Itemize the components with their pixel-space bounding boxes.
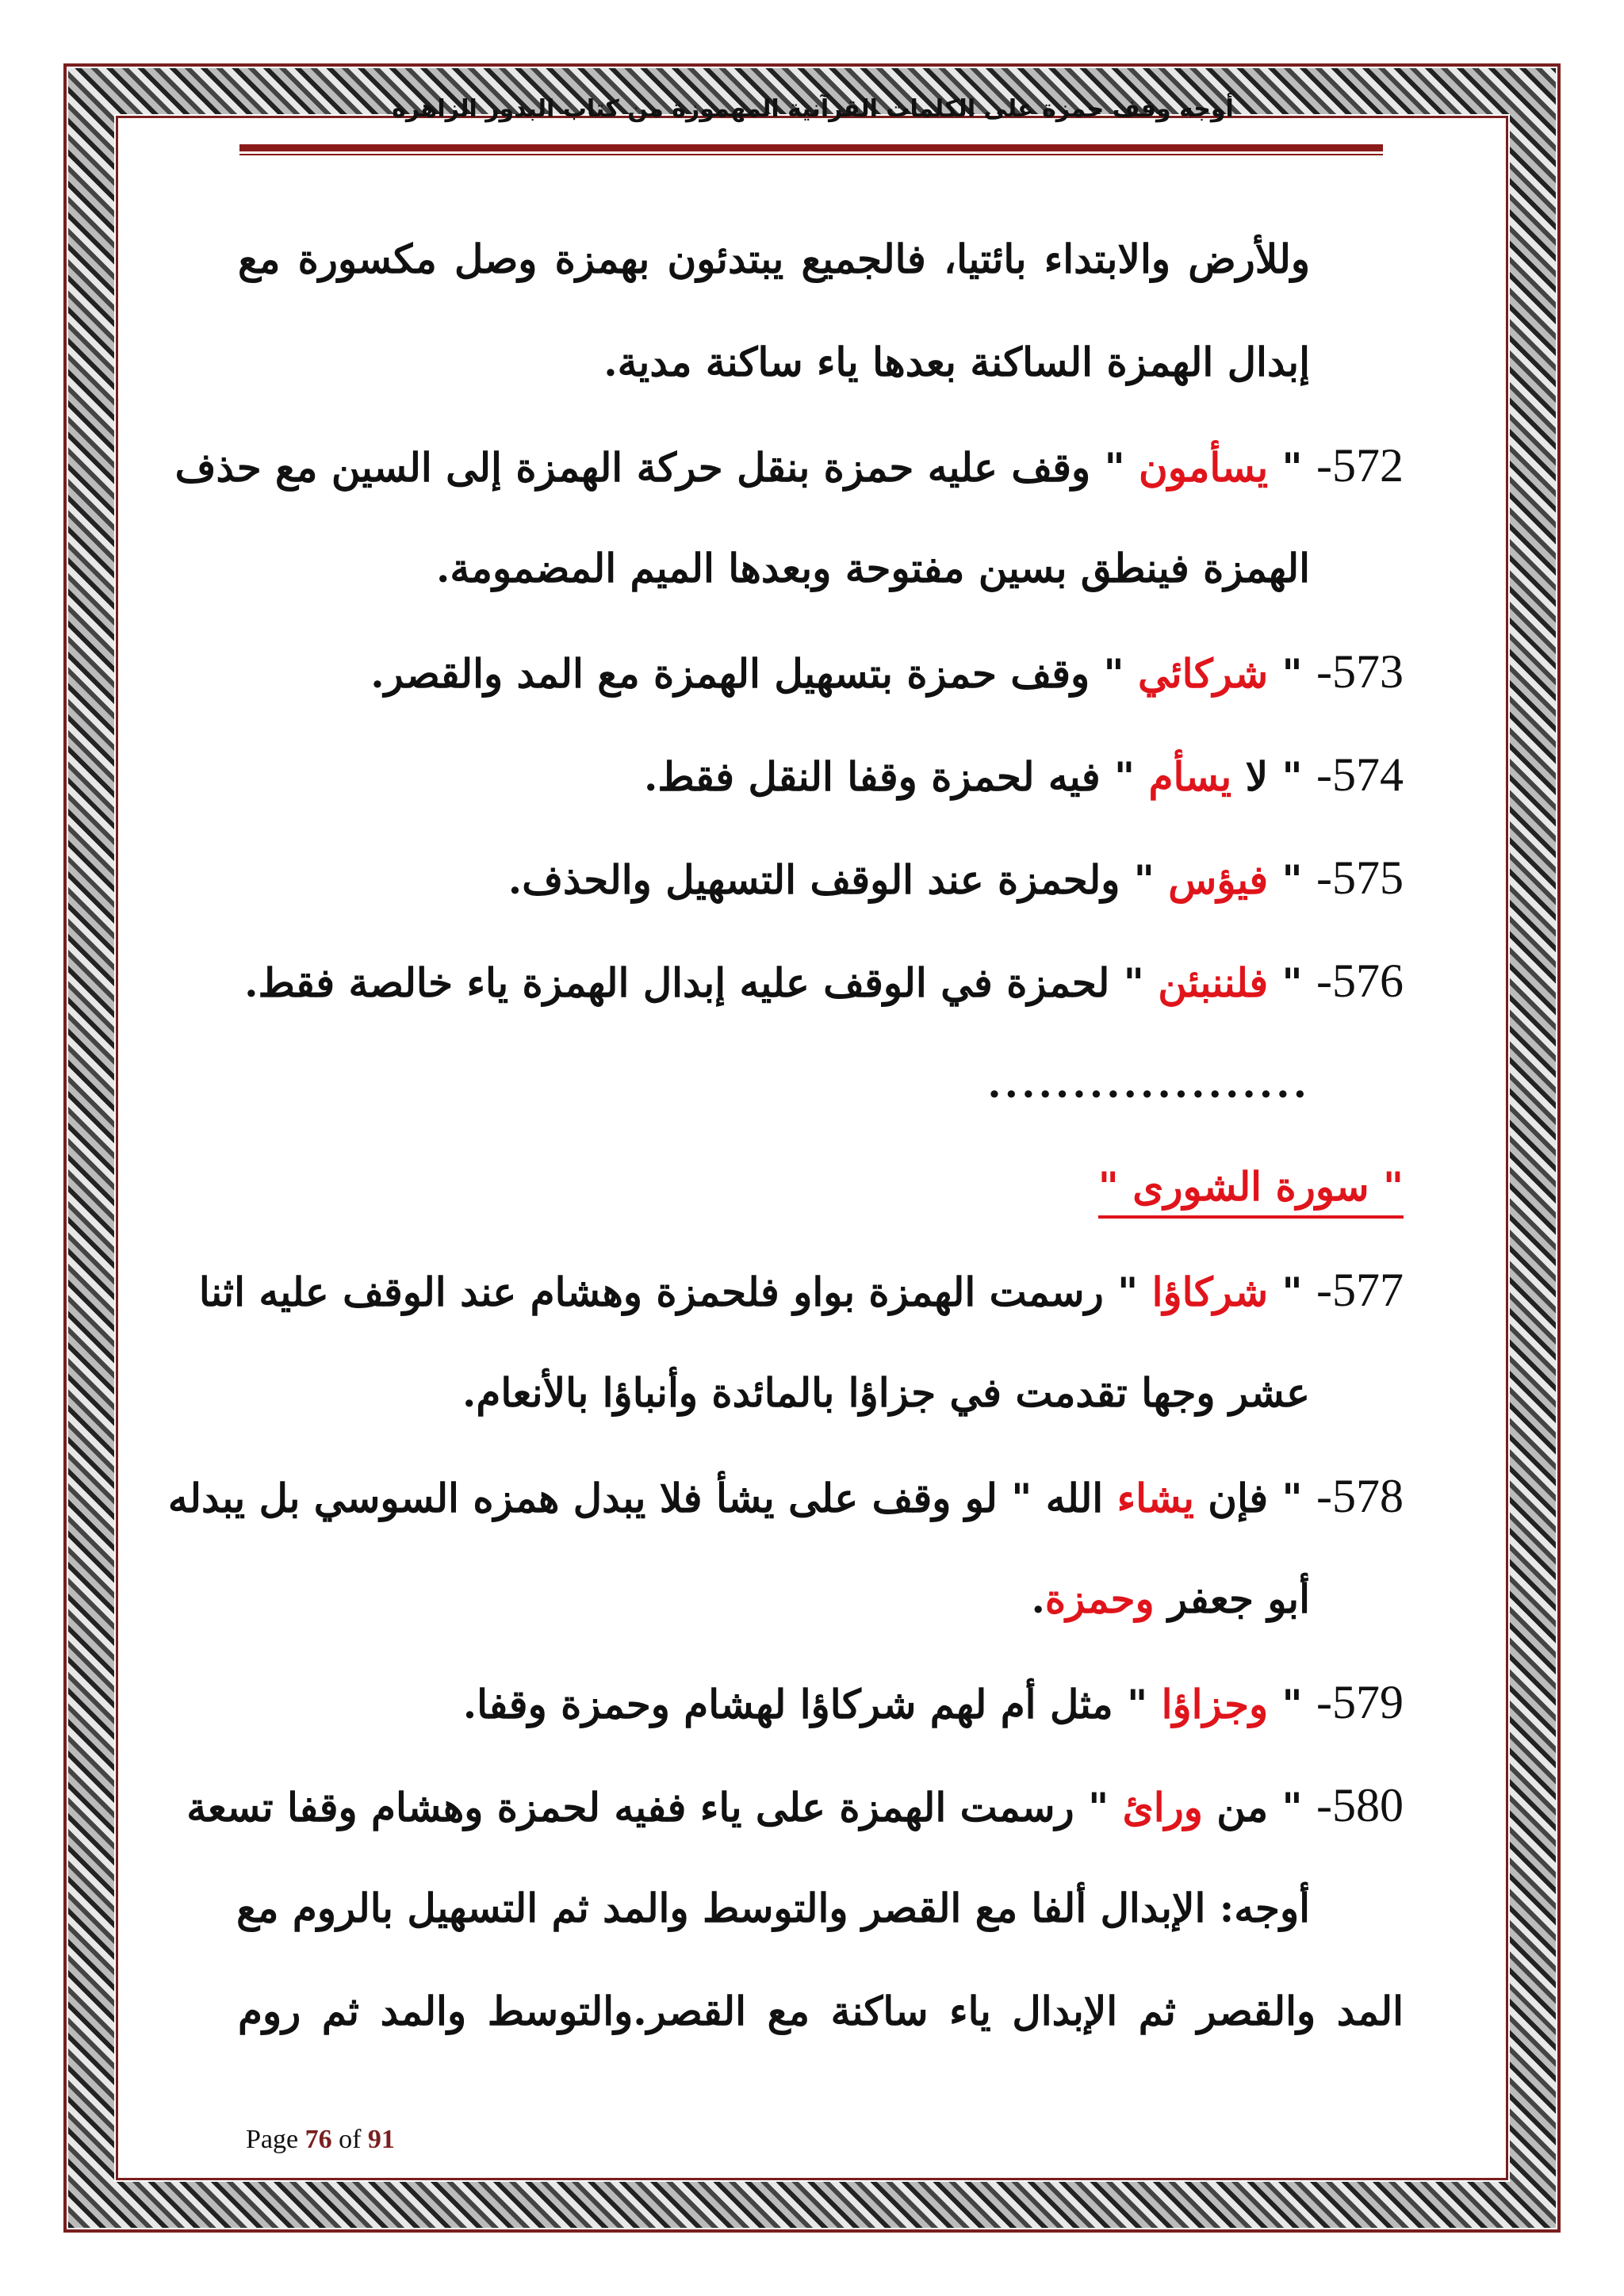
quote-open: " (1268, 1681, 1317, 1728)
highlighted-word: يسأمون (1139, 444, 1269, 491)
entry-continuation: عشر وجها تقدمت في جزاؤا بالمائدة وأنباؤا بالأنعام. (462, 1369, 1310, 1416)
entry-text: " لحمزة في الوقف عليه إبدال الهمزة ياء خالصة فقط. (244, 959, 1159, 1006)
entry-580 (186, 1754, 1404, 1857)
text-line: وللأرض والابتداء بائتيا، فالجميع يبتدئون بهمزة وصل مكسورة مع (238, 235, 1310, 282)
highlighted-word: وحمزة (1044, 1575, 1155, 1622)
quote-open: " فإن (1193, 1475, 1317, 1521)
entry-575 (238, 826, 1404, 929)
entry-number: 578- (1316, 1470, 1404, 1522)
quote-open: " لا (1231, 753, 1317, 800)
entry-text: " رسمت الهمزة بواو فلحمزة وهشام عند الوقف عليه اثنا (198, 1269, 1152, 1315)
text-line: إبدال الهمزة الساكنة بعدها ياء ساكنة مدية. (603, 339, 1310, 385)
quote-open: " (1268, 959, 1317, 1006)
page-footer (246, 2125, 395, 2155)
entry-text: الله " لو وقف على يشأ فلا يبدل همزه السوسي بل يبدله (167, 1475, 1117, 1521)
entry-number: 577- (1316, 1264, 1404, 1316)
entry-number: 576- (1316, 955, 1404, 1007)
entry-574 (238, 723, 1404, 826)
surah-heading: " سورة الشورى " (1098, 1163, 1404, 1219)
page-number: 76 (304, 2125, 332, 2154)
entry-text: أبو جعفر (1154, 1575, 1310, 1622)
quote-open: " (1268, 444, 1317, 491)
entry-577 (198, 1238, 1404, 1341)
entry-579 (238, 1651, 1404, 1754)
entry-continuation: أوجه: الإبدال ألفا مع القصر والتوسط والمد ثم التسهيل بالروم مع (236, 1885, 1310, 1931)
entry-number: 580- (1316, 1779, 1404, 1831)
page-header-title: أوجه وقف حمزة على الكلمات القرآنية المهموزة من كتاب البدور الزاهرة (392, 95, 1234, 123)
quote-open: " (1268, 1269, 1317, 1315)
entry-text: " وقف عليه حمزة بنقل حركة الهمزة إلى السين مع حذف (174, 444, 1139, 491)
entry-text: . (1031, 1575, 1045, 1622)
entry-578 (167, 1445, 1404, 1548)
quote-open: " (1268, 650, 1317, 697)
page-total: 91 (367, 2125, 395, 2154)
entry-text: " وقف حمزة بتسهيل الهمزة مع المد والقصر. (370, 650, 1139, 697)
header-rule-thin (239, 154, 1383, 155)
page-label: Page (246, 2125, 299, 2154)
entry-number: 575- (1316, 851, 1404, 904)
entry-576 (238, 929, 1404, 1032)
entry-572 (174, 414, 1404, 517)
header-rule (239, 144, 1383, 151)
highlighted-word: وجزاؤا (1161, 1681, 1269, 1728)
quote-open: " من (1202, 1784, 1317, 1831)
entry-text: " رسمت الهمزة على ياء ففيه لحمزة وهشام وقفا تسعة (186, 1784, 1123, 1831)
entry-number: 574- (1316, 748, 1404, 801)
highlighted-word: شركاؤا (1151, 1269, 1269, 1315)
quote-open: " (1268, 856, 1317, 903)
entry-continuation: المد والقصر ثم الإبدال ياء ساكنة مع القصر.والتوسط والمد ثم روم (238, 1988, 1404, 2034)
highlighted-word: يشاء (1116, 1475, 1194, 1521)
entry-text: " مثل أم لهم شركاؤا لهشام وحمزة وقفا. (462, 1681, 1162, 1728)
entry-continuation (238, 1548, 1404, 1651)
entry-number: 579- (1316, 1676, 1404, 1728)
entry-number: 572- (1316, 439, 1404, 492)
entry-number: 573- (1316, 645, 1404, 698)
highlighted-word: ورائ (1122, 1784, 1203, 1831)
highlighted-word: فلننبئن (1158, 959, 1269, 1006)
of-label: of (339, 2125, 362, 2154)
highlighted-word: شركائي (1138, 650, 1269, 697)
surah-heading-row (238, 1135, 1404, 1238)
entry-text: " فيه لحمزة وقفا النقل فقط. (644, 753, 1149, 800)
entry-continuation: الهمزة فينطق بسين مفتوحة وبعدها الميم المضمومة. (435, 545, 1310, 591)
entry-573 (238, 620, 1404, 723)
entry-text: " ولحمزة عند الوقف التسهيل والحذف. (508, 856, 1169, 903)
separator-dots: ................... (987, 1060, 1310, 1107)
highlighted-word: يسأم (1148, 753, 1232, 800)
page-content (167, 208, 1404, 2063)
highlighted-word: فيؤس (1168, 856, 1269, 903)
